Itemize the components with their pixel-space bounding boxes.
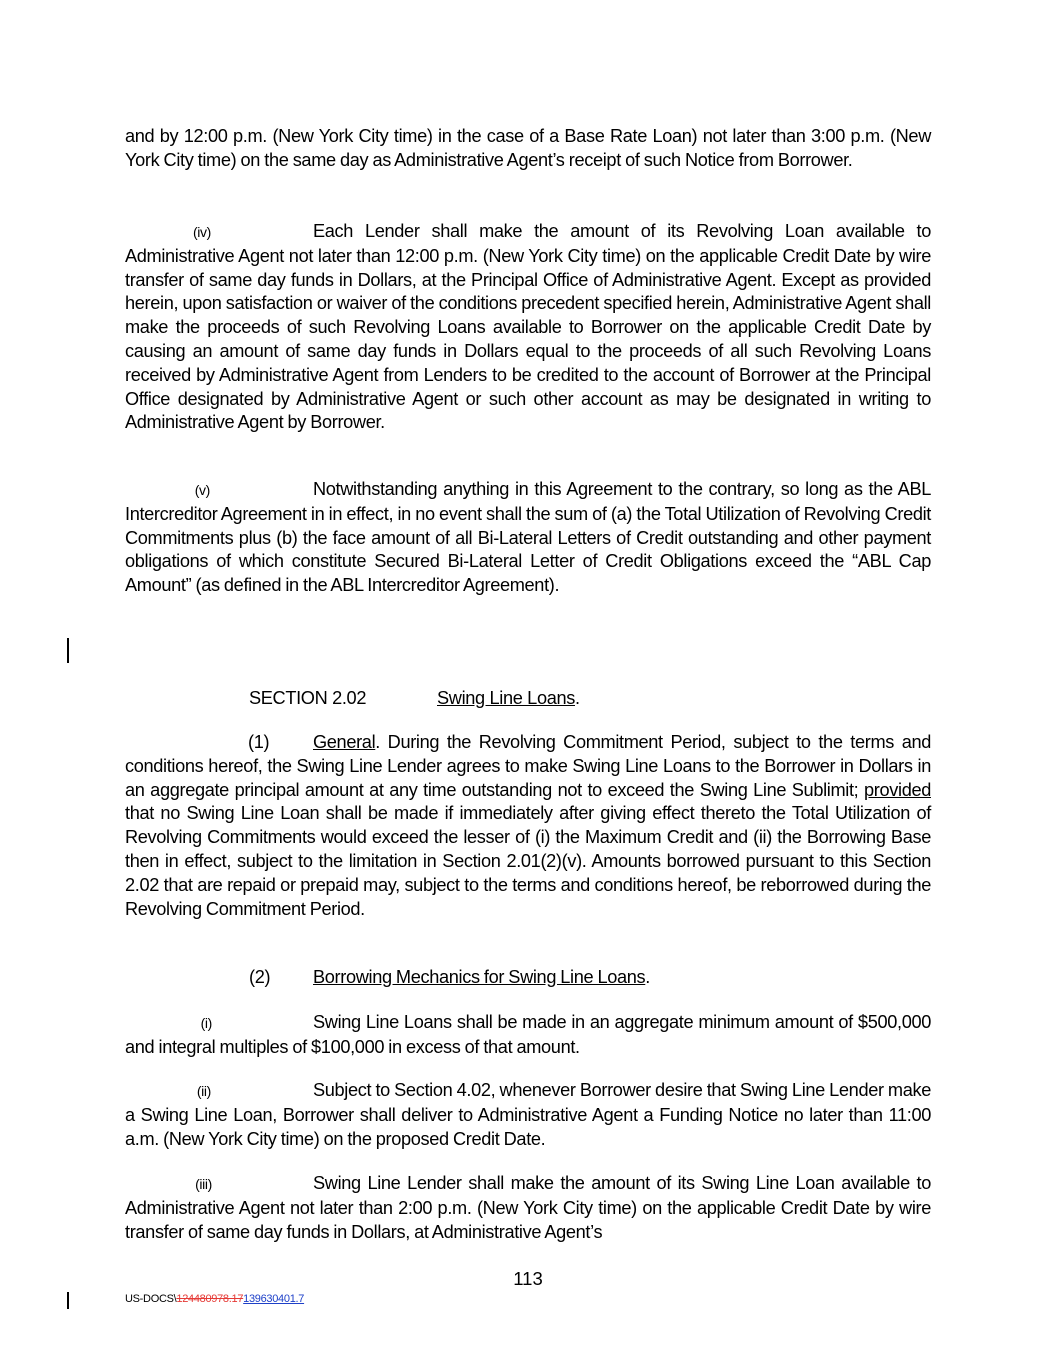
paragraph-text-b: that no Swing Line Loan shall be made if immediately after giving effect thereto the Total Utilization of Revolving Commitments would exceed the lesser of (i) the Maximum Credit and (ii) the Borrowing Base then in effect, subject to the limitation in Section 2.01(2)(v). Amounts borrowed pursuant to this Section 2.02 that are repaid or prepaid may, subject to the terms and conditions hereof, be reborrowed during the Revolving Commitment Period. <box>125 803 931 919</box>
paragraph-marker: (iii) <box>195 1176 212 1192</box>
doc-id-prefix: US-DOCS\ <box>125 1293 177 1305</box>
paragraph-marker: (v) <box>194 482 210 498</box>
paragraph-text-a: During the Revolving Commitment Period, subject to the terms and conditions hereof, the Swing Line Lender agrees to make Swing Line Loans to the Borrower in Dollars in an aggregate principal amount at any time outstanding not to exceed the Swing Line Sublimit; <box>125 732 931 800</box>
paragraph-marker: (1) <box>248 732 270 752</box>
section-number: SECTION 2.02 <box>249 688 367 708</box>
section-title-suffix: . <box>574 688 580 708</box>
footer-change-bar <box>67 1292 69 1309</box>
paragraph-heading: General <box>313 732 376 752</box>
paragraph-continuation <box>125 125 931 173</box>
paragraph-i <box>125 1011 931 1060</box>
revision-change-bar <box>67 638 69 663</box>
provided-term: provided <box>864 779 931 800</box>
paragraph-2-heading <box>125 966 931 990</box>
document-id <box>125 1293 304 1305</box>
paragraph-marker: (iv) <box>192 224 211 240</box>
section-title: Swing Line Loans <box>437 688 575 708</box>
paragraph-text: Each Lender shall make the amount of its Revolving Loan available to Administrative Agent not later than 12:00 p.m. (New York City time) on the applicable Credit Date by wire transfer of same day funds in Dollars, at the Principal Office of Administrative Agent. Except as provided herein, upon satisfaction or waiver of the conditions precedent specified herein, Administrative Agent shall make the proceeds of such Revolving Loans available to Borrower on the applicable Credit Date by causing an amount of same day funds in Dollars equal to the proceeds of all such Revolving Loans received by Administrative Agent from Lenders to be credited to the account of Borrower at the Principal Office designated by Administrative Agent or such other account as may be designated in writing to Administrative Agent by Borrower. <box>125 221 931 433</box>
paragraph-marker: (i) <box>200 1015 212 1031</box>
paragraph-text: Swing Line Loans shall be made in an aggregate minimum amount of $500,000 and integral multiples of $100,000 in excess of that amount. <box>125 1012 931 1057</box>
paragraph-ii <box>125 1079 931 1151</box>
paragraph-text: Swing Line Lender shall make the amount of its Swing Line Loan available to Administrative Agent not later than 2:00 p.m. (New York City time) on the applicable Credit Date by wire transfer of same day funds in Dollars, at Administrative Agent’s <box>125 1173 931 1242</box>
paragraph-heading-suffix: . <box>375 732 380 752</box>
paragraph-iv <box>125 220 931 435</box>
paragraph-heading: Borrowing Mechanics for Swing Line Loans <box>313 967 646 987</box>
paragraph-v <box>125 478 931 598</box>
paragraph-marker: (ii) <box>196 1083 211 1099</box>
paragraph-text: Notwithstanding anything in this Agreement to the contrary, so long as the ABL Intercreditor Agreement in in effect, in no event shall the sum of (a) the Total Utilization of Revolving Credit Commitments plus (b) the face amount of all Bi-Lateral Letters of Credit outstanding and other payment obligations of which constitute Secured Bi-Lateral Letter of Credit Obligations exceed the “ABL Cap Amount” (as defined in the ABL Intercreditor Agreement). <box>125 479 931 596</box>
paragraph-text: and by 12:00 p.m. (New York City time) in the case of a Base Rate Loan) not later than 3:00 p.m. (New York City time) on the same day as Administrative Agent’s receipt of such Notice from Borrower. <box>125 126 931 170</box>
paragraph-1-general <box>125 731 931 921</box>
page-number: 113 <box>513 1268 543 1289</box>
doc-id-inserted: 139630401.7 <box>243 1293 305 1305</box>
paragraph-marker: (2) <box>249 967 271 987</box>
paragraph-heading-suffix: . <box>645 967 650 987</box>
section-heading <box>437 686 580 710</box>
doc-id-deleted: 124480978.17 <box>176 1293 244 1305</box>
paragraph-text: Subject to Section 4.02, whenever Borrower desire that Swing Line Lender make a Swing Line Loan, Borrower shall deliver to Administrative Agent a Funding Notice no later than 11:00 a.m. (New York City time) on the proposed Credit Date. <box>125 1080 931 1149</box>
paragraph-iii <box>125 1172 931 1244</box>
